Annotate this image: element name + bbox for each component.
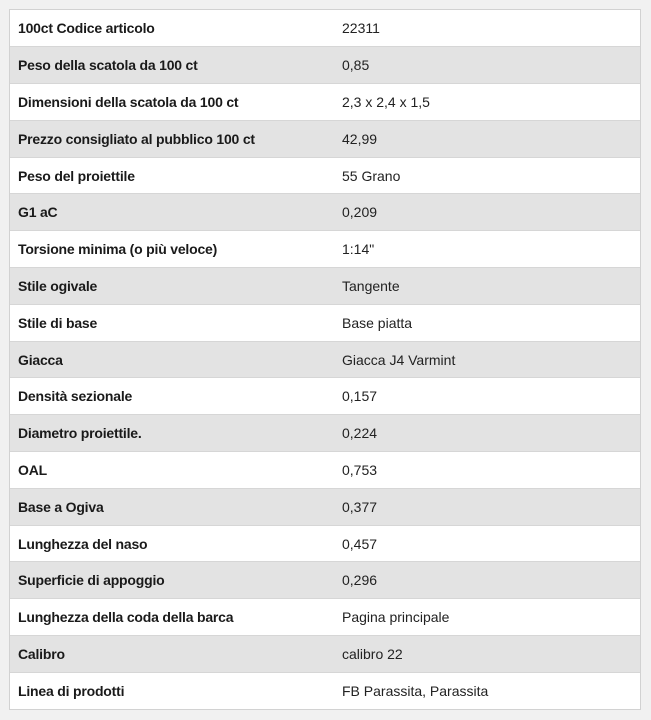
spec-label: Linea di prodotti	[18, 682, 125, 699]
spec-label: OAL	[10, 452, 334, 489]
spec-label: Superficie di appoggio	[10, 562, 334, 599]
table-row	[10, 636, 640, 673]
table-row	[10, 488, 640, 525]
spec-value: 0,157	[334, 378, 640, 415]
spec-value: 0,224	[334, 415, 640, 452]
spec-value: Tangente	[334, 268, 640, 305]
spec-value: FB Parassita, Parassita	[342, 682, 489, 699]
spec-value: 22311	[334, 10, 640, 47]
table-row	[10, 672, 640, 709]
spec-label: Peso del proiettile	[10, 157, 334, 194]
spec-label: Dimensioni della scatola da 100 ct	[10, 84, 334, 121]
spec-value: 0,377	[334, 488, 640, 525]
table-row	[10, 599, 640, 636]
spec-label: Stile di base	[10, 304, 334, 341]
spec-label: Calibro	[10, 636, 334, 673]
table-row	[10, 231, 640, 268]
table-row	[10, 157, 640, 194]
table-row	[10, 304, 640, 341]
spec-label: Peso della scatola da 100 ct	[10, 47, 334, 84]
table-row	[10, 452, 640, 489]
specifications-table	[10, 10, 640, 709]
table-row	[10, 268, 640, 305]
spec-label: Torsione minima (o più veloce)	[10, 231, 334, 268]
table-row	[10, 194, 640, 231]
spec-label: Densità sezionale	[10, 378, 334, 415]
spec-value: 42,99	[334, 120, 640, 157]
table-row	[10, 415, 640, 452]
spec-value: 0,457	[334, 525, 640, 562]
spec-value: 0,296	[334, 562, 640, 599]
spec-value: Base piatta	[334, 304, 640, 341]
table-row	[10, 84, 640, 121]
table-row	[10, 525, 640, 562]
spec-label: Base a Ogiva	[10, 488, 334, 525]
spec-label: G1 aC	[10, 194, 334, 231]
spec-value: 55 Grano	[334, 157, 640, 194]
table-row	[10, 120, 640, 157]
spec-label: Prezzo consigliato al pubblico 100 ct	[10, 120, 334, 157]
spec-value: 0,209	[334, 194, 640, 231]
table-row	[10, 378, 640, 415]
spec-label: Diametro proiettile.	[10, 415, 334, 452]
table-row	[10, 10, 640, 47]
spec-label: Stile ogivale	[10, 268, 334, 305]
spec-value: 0,85	[334, 47, 640, 84]
spec-value: Pagina principale	[334, 599, 640, 636]
spec-value: 2,3 x 2,4 x 1,5	[334, 84, 640, 121]
table-row	[10, 47, 640, 84]
spec-label: Lunghezza della coda della barca	[10, 599, 334, 636]
specifications-panel	[9, 9, 641, 710]
spec-value: 0,753	[334, 452, 640, 489]
spec-value: 1:14"	[334, 231, 640, 268]
spec-value: calibro 22	[334, 636, 640, 673]
spec-value: Giacca J4 Varmint	[334, 341, 640, 378]
spec-label: Lunghezza del naso	[10, 525, 334, 562]
spec-label: 100ct Codice articolo	[10, 10, 334, 47]
table-row	[10, 341, 640, 378]
spec-label: Giacca	[10, 341, 334, 378]
table-row	[10, 562, 640, 599]
